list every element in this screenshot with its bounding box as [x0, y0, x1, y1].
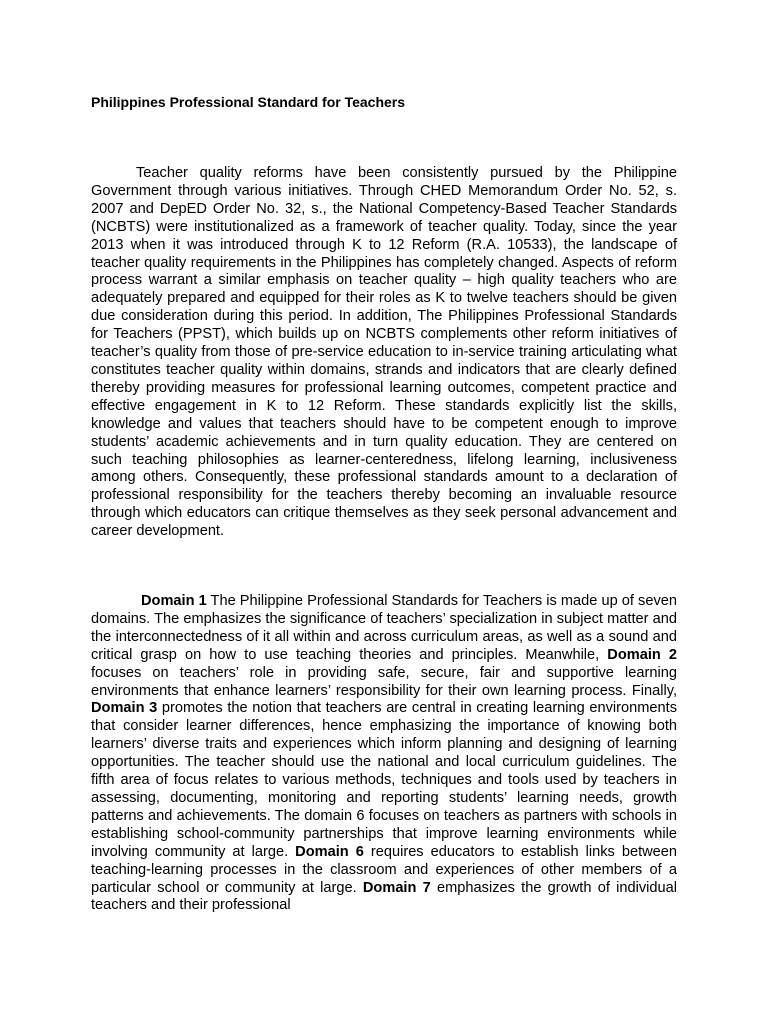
domains-text-3: promotes the notion that teachers are central in creating learning environments that consider learner differences, hence emphasizing the importance of knowing both learners’ diverse traits and experiences which inform planning and designing of learning opportunities. The teacher should use the national and local curriculum guidelines. The fifth area of focus relates to various methods, techniques and tools used by teachers in assessing, documenting, monitoring and reporting students’ learning needs, growth patterns and achievements. The domain 6 focuses on teachers as partners with schools in establishing school-community partnerships that improve learning environments while involving community at large.: [91, 700, 677, 860]
paragraph-domains: [91, 593, 677, 915]
domain-1-label: Domain 1: [141, 593, 207, 609]
domain-2-label: Domain 2: [607, 646, 677, 663]
document-title: Philippines Professional Standard for Teachers: [91, 94, 406, 110]
domain-3-label: Domain 3: [91, 700, 158, 717]
paragraph-intro: Teacher quality reforms have been consistently pursued by the Philippine Government through various initiatives. Through CHED Memorandum Order No. 52, s. 2007 and DepED Order No. 32, s., the National Competency-Based Teacher Standards (NCBTS) were institutionalized as a framework of teacher quality. Today, since the year 2013 when it was introduced through K to 12 Reform (R.A. 10533), the landscape of teacher quality requirements in the Philippines has completely changed. Aspects of reform process warrant a similar emphasis on teacher quality – high quality teachers who are adequately prepared and equipped for their roles as K to twelve teachers should be given due consideration during this period. In addition, The Philippines Professional Standards for Teachers (PPST), which builds up on NCBTS complements other reform initiatives of teacher’s quality from those of pre-service education to in-service training articulating what constitutes teacher quality within domains, strands and indicators that are clearly defined thereby providing measures for professional learning outcomes, competent practice and effective engagement in K to 12 Reform. These standards explicitly list the skills, knowledge and values that teachers should have to be competent enough to improve students’ academic achievements and in turn quality education. They are centered on such teaching philosophies as learner-centeredness, lifelong learning, inclusiveness among others. Consequently, these professional standards amount to a declaration of professional responsibility for the teachers thereby becoming an invaluable resource through which educators can critique themselves as they seek personal advancement and career development.: [91, 165, 677, 540]
domains-text-1: The Philippine Professional Standards for Teachers is made up of seven domains. The emphasizes the significance of teachers’ specialization in subject matter and the interconnectedness of it all within and across curriculum areas, as well as a sound and critical grasp on how to use teaching theories and principles. Meanwhile,: [91, 593, 677, 663]
domain-7-label: Domain 7: [362, 879, 431, 896]
domains-text-4: requires educators to establish links between teaching-learning processes in the classroom and experiences of other members of a particular school or community at large.: [91, 843, 678, 896]
domains-text-5: emphasizes the growth of individual teachers and their professional: [91, 879, 677, 914]
domains-text-2: focuses on teachers’ role in providing safe, secure, fair and supportive learning environments that enhance learners’ responsibility for their own learning process. Finally,: [91, 664, 677, 699]
domain-6-label: Domain 6: [295, 843, 364, 860]
